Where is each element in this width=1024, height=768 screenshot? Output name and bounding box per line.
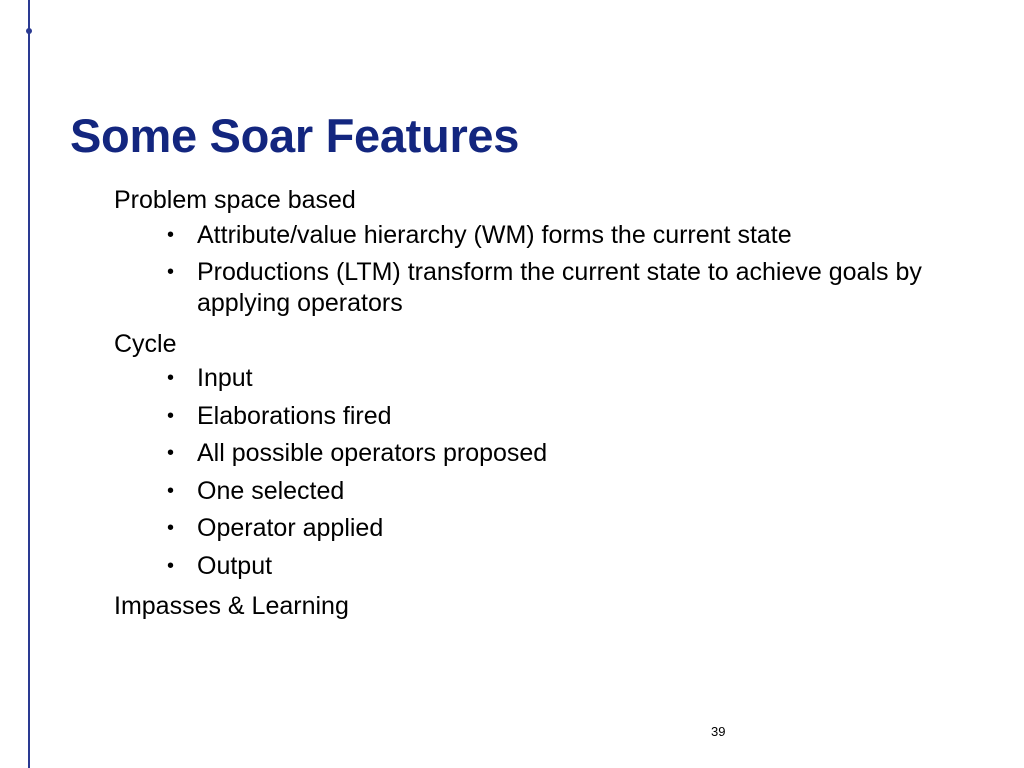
- bullet-item: [114, 220, 934, 251]
- section-label: Problem space based: [114, 186, 356, 214]
- bullet-text: Attribute/value hierarchy (WM) forms the current state: [197, 220, 792, 249]
- bullet-item: [114, 438, 934, 469]
- bullet-item: [114, 363, 934, 394]
- bullet-dot-icon: •: [167, 554, 175, 577]
- bullet-dot-icon: •: [167, 479, 175, 502]
- bullet-text: All possible operators proposed: [197, 439, 548, 467]
- bullet-item: [114, 476, 934, 507]
- left-vertical-rule: [28, 0, 30, 768]
- bullet-dot-icon: •: [167, 517, 175, 539]
- bullet-list: [114, 220, 934, 320]
- bullet-dot-icon: •: [167, 404, 175, 427]
- section-problem-space: [114, 182, 934, 319]
- bullet-text: Operator applied: [197, 514, 384, 542]
- bullet-text: One selected: [197, 476, 345, 505]
- section-label: Cycle: [114, 329, 177, 358]
- section-impasses: [114, 588, 934, 626]
- section-label: Impasses & Learning: [114, 592, 349, 620]
- bullet-text: Productions (LTM) transform the current state to achieve goals by applying operators: [197, 258, 922, 317]
- bullet-item: [114, 551, 934, 582]
- bullet-text: Input: [197, 364, 253, 392]
- bullet-dot-icon: •: [167, 442, 175, 464]
- bullet-dot-icon: •: [167, 223, 175, 246]
- bullet-item: [114, 257, 934, 319]
- slide-title: Some Soar Features: [70, 109, 520, 162]
- slide-body: [114, 182, 934, 626]
- page-number: 39: [711, 724, 726, 739]
- bullet-dot-icon: •: [167, 261, 175, 283]
- bullet-list: [114, 363, 934, 582]
- bullet-dot-icon: •: [167, 367, 175, 389]
- bullet-text: Elaborations fired: [197, 401, 392, 430]
- bullet-text: Output: [197, 551, 273, 580]
- bullet-item: [114, 401, 934, 432]
- section-cycle: [114, 326, 934, 582]
- bullet-item: [114, 513, 934, 544]
- rule-dot-marker: [26, 28, 32, 34]
